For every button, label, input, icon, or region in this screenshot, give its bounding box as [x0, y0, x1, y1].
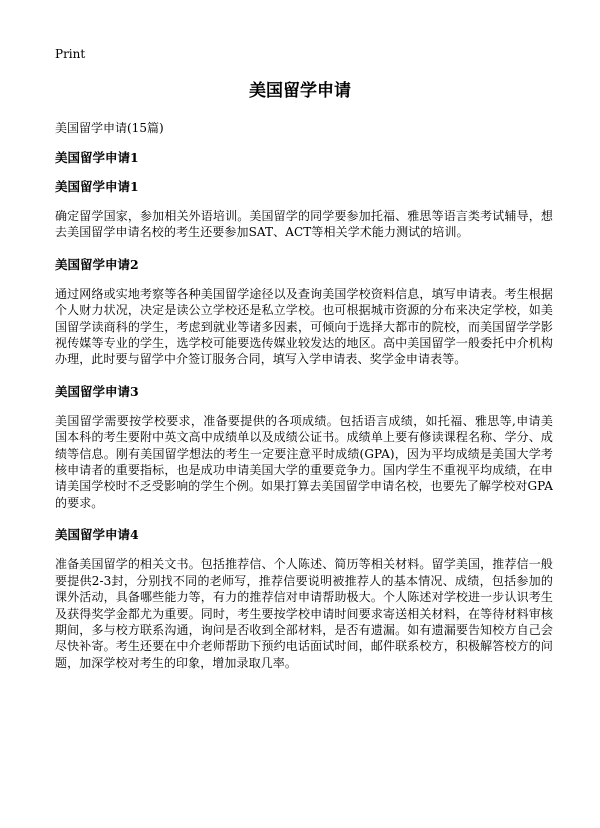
section-4 — [55, 527, 553, 671]
section-2 — [55, 257, 553, 368]
section-3 — [55, 384, 553, 511]
section-heading: 美国留学申请3 — [55, 383, 139, 399]
section-1 — [55, 150, 553, 241]
document-subtitle: 美国留学申请(15篇) — [55, 121, 164, 135]
section-heading: 美国留学申请1 — [55, 150, 139, 165]
section-body: 通过网络或实地考察等各种美国留学途径以及查询美国学校资料信息，填写申请表。考生根据个人财力状况，决定是读公立学校还是私立学校。也可根据城市资源的分布来决定学校，如美国留学读商科的学生，考虑到就业等诸多因素，可倾向于选择大都市的院校，而美国留学学影视传媒等专业的学生，选学校可能要选传媒业较发达的地区。高中美国留学一般委托中介机构办理，此时要与留学中介签订服务合同，填写入学申请表、奖学金申请表等。 — [55, 286, 553, 367]
section-heading: 美国留学申请2 — [55, 256, 139, 272]
print-label: Print — [55, 47, 86, 61]
section-heading: 美国留学申请4 — [55, 527, 139, 543]
section-subheading: 美国留学申请1 — [55, 179, 139, 194]
document-content — [55, 120, 553, 687]
document-title: 美国留学申请 — [249, 81, 351, 101]
section-body: 准备美国留学的相关文书。包括推荐信、个人陈述、简历等相关材料。留学美国，推荐信一般要提供2-3封，分别找不同的老师写，推荐信要说明被推荐人的基本情况、成绩，包括参加的课外活动，具备哪些能力等，有力的推荐信对申请帮助极大。个人陈述对学校进一步认识考生及获得奖学金都尤为重要。同时，考生要按学校申请时间要求寄送相关材料，在等待材料审核期间，多与校方联系沟通，询问是否收到全部材料，是否有遗漏。如有遗漏要告知校方自己会尽快补寄。考生还要在中介老师帮助下预约电话面试时间，邮件联系校方，积极解答校方的问题，加深学校对考生的印象，增加录取几率。 — [55, 557, 553, 670]
section-body: 美国留学需要按学校要求，准备要提供的各项成绩。包括语言成绩，如托福、雅思等,申请美国本科的考生要附中英文高中成绩单以及成绩公证书。成绩单上要有修读课程名称、学分、成绩等信息。刚有美国留学想法的考生一定要注意平时成绩(GPA)，因为平均成绩是美国大学考核申请者的重要指标，也是成功申请美国大学的重要竞争力。国内学生不重视平均成绩，在申请美国学校时不乏受影响的学生个例。如果打算去美国留学申请名校，也要先了解学校对GPA的要求。 — [55, 413, 553, 510]
section-body: 确定留学国家，参加相关外语培训。美国留学的同学要参加托福、雅思等语言类考试辅导，想去美国留学申请名校的考生还要参加SAT、ACT等相关学术能力测试的培训。 — [55, 209, 553, 240]
